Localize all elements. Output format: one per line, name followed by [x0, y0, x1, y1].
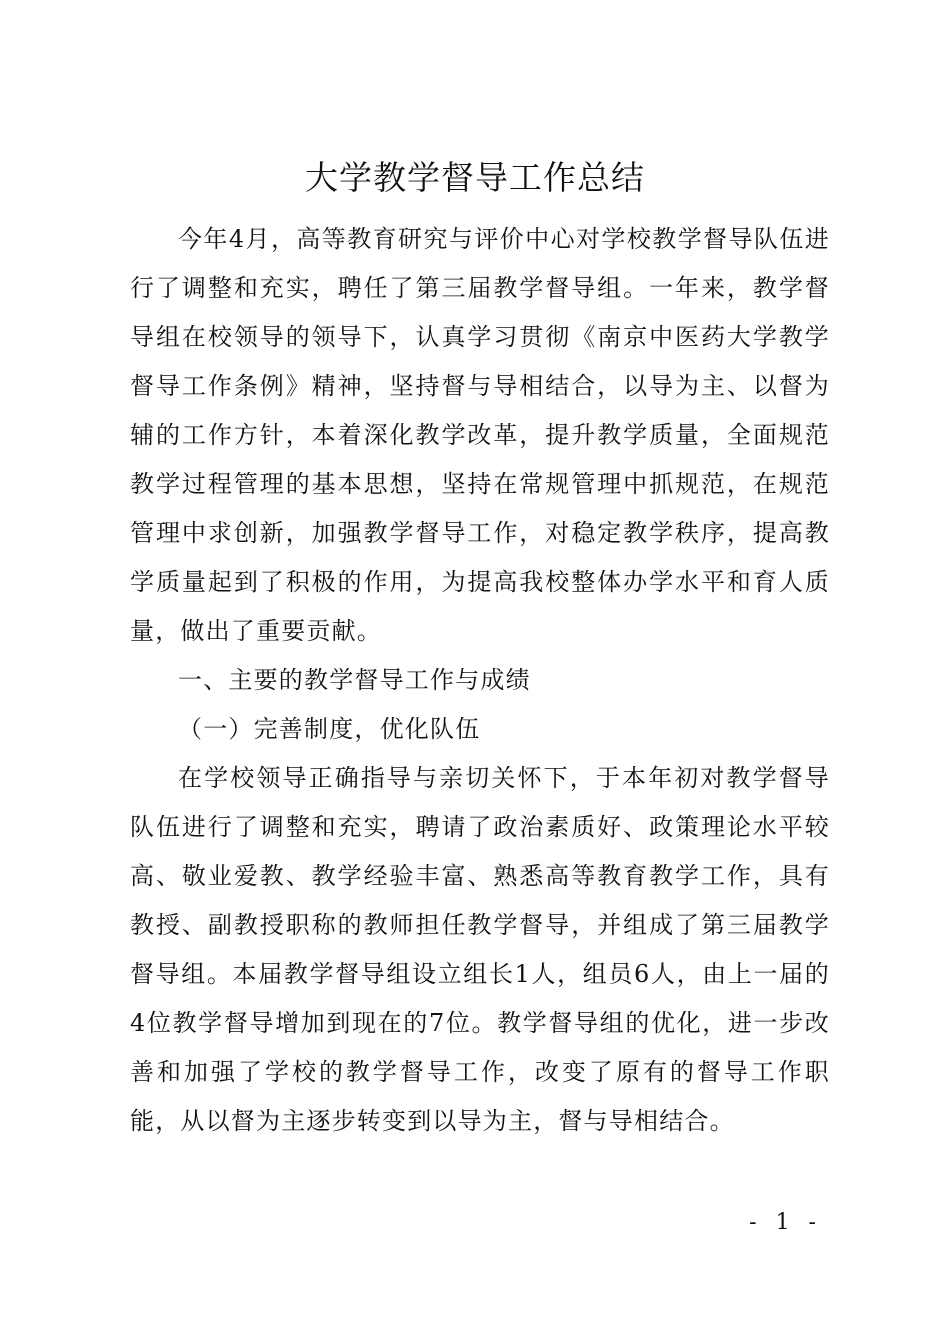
document-title: 大学教学督导工作总结 — [305, 158, 645, 197]
subsection-paragraph: 在学校领导正确指导与亲切关怀下，于本年初对教学督导队伍进行了调整和充实，聘请了政治素质好、政策理论水平较高、敬业爱教、教学经验丰富、熟悉高等教育教学工作，具有教授、副教授职称的教师担任教学督导，并组成了第三届教学督导组。本届教学督导组设立组长1人，组员6人，由上一届的4位教学督导增加到现在的7位。教学督导组的优化，进一步改善和加强了学校的教学督导工作，改变了原有的督导工作职能，从以督为主逐步转变到以导为主，督与导相结合。 — [130, 764, 830, 1135]
section-heading: 一、主要的教学督导工作与成绩 — [178, 666, 531, 694]
document-body — [130, 215, 830, 1146]
intro-paragraph: 今年4月，高等教育研究与评价中心对学校教学督导队伍进行了调整和充实，聘任了第三届教学督导组。一年来，教学督导组在校领导的领导下，认真学习贯彻《南京中医药大学教学督导工作条例》精神，坚持督与导相结合，以导为主、以督为辅的工作方针，本着深化教学改革，提升教学质量，全面规范教学过程管理的基本思想，坚持在常规管理中抓规范，在规范管理中求创新，加强教学督导工作，对稳定教学秩序，提高教学质量起到了积极的作用，为提高我校整体办学水平和育人质量，做出了重要贡献。 — [130, 225, 830, 645]
page-number: - 1 - — [749, 1210, 822, 1235]
subsection-heading: （一）完善制度，优化队伍 — [178, 715, 481, 743]
